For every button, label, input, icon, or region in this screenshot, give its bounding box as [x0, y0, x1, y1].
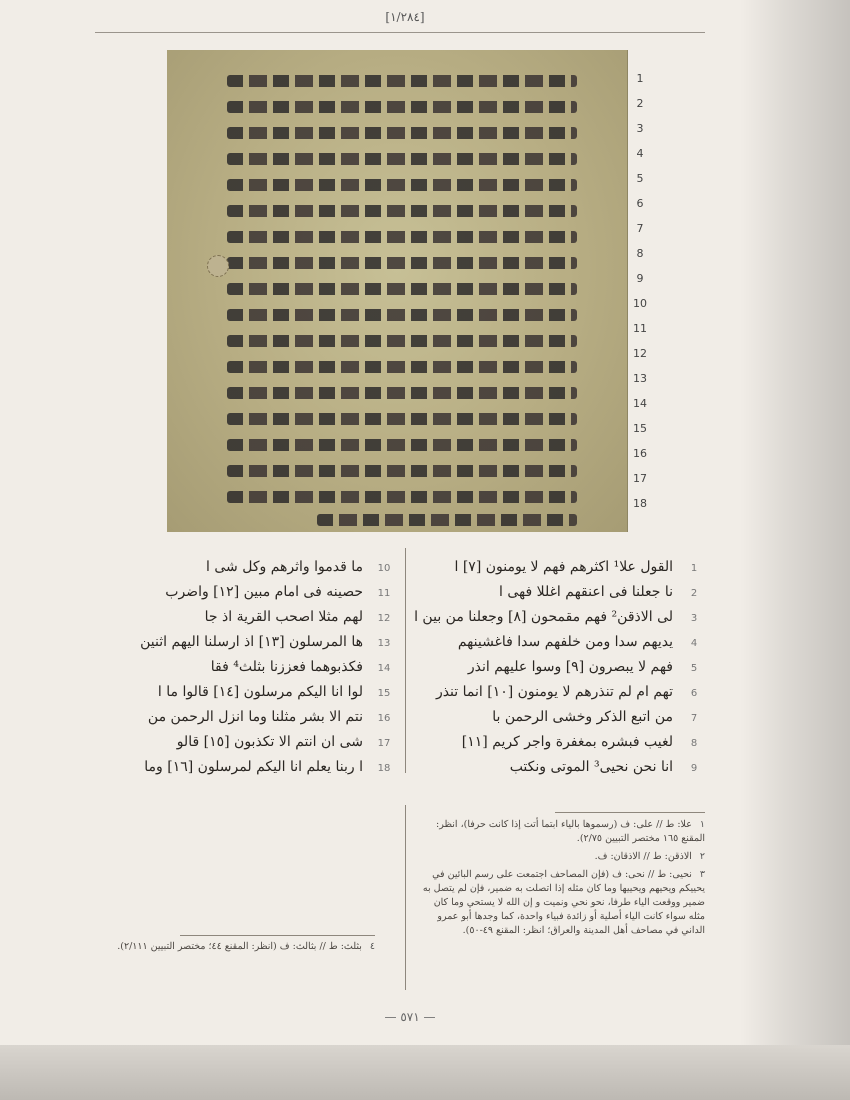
manuscript-line [227, 153, 577, 165]
footnote-number: ٣ [699, 869, 705, 880]
manuscript-line [227, 127, 577, 139]
transcription-line-number: 10 [377, 563, 391, 574]
footnote-column-divider [405, 805, 406, 990]
transcription-line-text: ما قدموا واثرهم وكل شى ا [206, 559, 363, 575]
transcription-line-number: 8 [690, 738, 698, 749]
transcription-line-text: ها المرسلون [١٣] اذ ارسلنا اليهم اثنين [140, 634, 363, 650]
line-number: 11 [633, 322, 647, 335]
line-number: 4 [636, 147, 644, 160]
transcription-line-number: 7 [690, 713, 698, 724]
transcription-line [435, 680, 705, 704]
manuscript-line [227, 101, 577, 113]
transcription-line-text: شى ان انتم الا تكذبون [١٥] قالو [176, 734, 363, 750]
transcription-line-text: حصينه فى امام مبين [١٢] واضرب [165, 584, 363, 600]
scanner-edge [0, 1045, 850, 1100]
line-number: 9 [636, 272, 644, 285]
manuscript-photo [167, 50, 628, 532]
manuscript-line [227, 75, 577, 87]
line-number: 14 [633, 397, 647, 410]
transcription-line [440, 580, 705, 604]
transcription-line-text: ا ربنا يعلم انا اليكم لمرسلون [١٦] وما [144, 759, 363, 775]
transcription-line-text: لهم مثلا اصحب القرية اذ جا [204, 609, 363, 625]
transcription-line [440, 730, 705, 754]
manuscript-line [227, 361, 577, 373]
transcription-line [440, 755, 705, 779]
transcription-line-number: 6 [690, 688, 698, 699]
transcription-right-column [414, 555, 705, 780]
manuscript-line [227, 465, 577, 477]
transcription-line [440, 555, 705, 579]
footnote [420, 868, 705, 938]
footnote-text: علا: ط // على: ف (رسموها بالياء ابتما أتت إذا كانت حرفا)، انظر: المقنع ١٦٥ مختصر التبيين ٢/٧٥). [436, 819, 705, 844]
transcription-line-number: 16 [377, 713, 391, 724]
transcription-line-text: تهم ام لم تنذرهم لا يومنون [١٠] انما تنذر [435, 684, 673, 700]
transcription-line-number: 1 [690, 563, 698, 574]
manuscript-line [227, 309, 577, 321]
transcription-line-text: فكذبوهما فعززنا بثلث⁴ فقا [210, 659, 363, 675]
line-number: 12 [633, 347, 647, 360]
verse-marker-ornament [207, 255, 229, 277]
transcription-line-number: 18 [377, 763, 391, 774]
transcription-line-number: 13 [377, 638, 391, 649]
page-reference: [١/٢٨٤] [385, 10, 425, 24]
line-number: 1 [636, 72, 644, 85]
footnote [110, 940, 375, 954]
footnote-number: ١ [699, 819, 705, 830]
manuscript-line [227, 283, 577, 295]
footnote [420, 850, 705, 864]
transcription-line-number: 5 [690, 663, 698, 674]
transcription-line-text: القول علا¹ اكثرهم فهم لا يومنون [٧] ا [454, 559, 673, 575]
manuscript-line [227, 179, 577, 191]
transcription-line [100, 705, 395, 729]
transcription-line [100, 655, 395, 679]
footnote-rule-right [555, 812, 705, 813]
footnotes-right [420, 818, 705, 938]
line-number: 3 [636, 122, 644, 135]
manuscript-line [227, 413, 577, 425]
line-number: 8 [636, 247, 644, 260]
transcription-line-text: فهم لا يبصرون [٩] وسوا عليهم انذر [467, 659, 673, 675]
transcription-line-text: لى الاذقن² فهم مقمحون [٨] وجعلنا من بين ا [414, 609, 673, 625]
line-number: 5 [636, 172, 644, 185]
page-number: — ٥٧١ — [384, 1010, 436, 1024]
manuscript-line [227, 491, 577, 503]
footnotes-left [110, 940, 375, 954]
transcription-line-number: 4 [690, 638, 698, 649]
transcription-line [100, 605, 395, 629]
manuscript-line [317, 514, 577, 526]
footnote-number: ٤ [369, 941, 375, 952]
transcription-line-text: لوا انا اليكم مرسلون [١٤] قالوا ما ا [157, 684, 363, 700]
footnote-text: الاذقن: ط // الاذقان: ف. [594, 851, 692, 862]
transcription-line-text: انا نحن نحيى³ الموتى ونكتب [509, 759, 673, 775]
footnote-rule-left [180, 935, 375, 936]
line-number: 7 [636, 222, 644, 235]
manuscript-line [227, 231, 577, 243]
transcription-line-number: 12 [377, 613, 391, 624]
manuscript-line [227, 257, 577, 269]
line-number: 10 [633, 297, 647, 310]
transcription-left-column [100, 555, 395, 780]
line-number: 15 [633, 422, 647, 435]
footnote-number: ٢ [699, 851, 705, 862]
manuscript-line [227, 205, 577, 217]
transcription-line-number: 15 [377, 688, 391, 699]
transcription-line-text: نا جعلنا فى اعنقهم اغللا فهى ا [499, 584, 673, 600]
footnote [420, 818, 705, 846]
transcription-line [100, 580, 395, 604]
page-gutter-shadow [740, 0, 850, 1050]
manuscript-line [227, 335, 577, 347]
line-number: 17 [633, 472, 647, 485]
column-divider [405, 548, 406, 773]
transcription-line-number: 14 [377, 663, 391, 674]
transcription-line-number: 9 [690, 763, 698, 774]
transcription-line-text: يديهم سدا ومن خلفهم سدا فاغشينهم [457, 634, 673, 650]
transcription-line-number: 3 [690, 613, 698, 624]
transcription-line [414, 605, 705, 629]
transcription-line [100, 755, 395, 779]
transcription-line-number: 2 [690, 588, 698, 599]
header-rule [95, 32, 705, 33]
transcription-line [100, 730, 395, 754]
line-number: 13 [633, 372, 647, 385]
transcription-line [100, 680, 395, 704]
transcription-line [100, 555, 395, 579]
transcription-line-text: لغيب فبشره بمغفرة واجر كريم [١١] [461, 734, 673, 750]
transcription-line [440, 705, 705, 729]
transcription-line-number: 11 [377, 588, 391, 599]
transcription-line-text: من اتبع الذكر وخشى الرحمن با [492, 709, 673, 725]
transcription-line-text: نتم الا بشر مثلنا وما انزل الرحمن من [147, 709, 363, 725]
line-number: 18 [633, 497, 647, 510]
transcription-line [440, 630, 705, 654]
transcription-line [440, 655, 705, 679]
line-number: 16 [633, 447, 647, 460]
line-number: 2 [636, 97, 644, 110]
manuscript-line [227, 387, 577, 399]
footnote-text: نحيى: ط // نحى: ف (فإن المصاحف اجتمعت على رسم البائين في يحييكم ويحيهم ويحييها وما كان مثله إذا اتصلت به ضمير، فإن لم يتصل به ضمير ووقعت الياء طرفا، نحو نحي ونميت و إن الله لا يستحي وما كان مثله سواء كانت الياء أصلية أو زائدة فبياء واحدة، كما وجدها أبو عمرو الداني في مصاحف أهل المدينة والعراق؛ انظر: المقنع ٤٩-٥٠). [422, 869, 705, 936]
line-number: 6 [636, 197, 644, 210]
manuscript-line [227, 439, 577, 451]
transcription-line [100, 630, 395, 654]
footnote-text: بثلث: ط // بثالث: ف (انظر: المقنع ٤٤؛ مختصر التبيين ٢/١١١). [117, 941, 362, 952]
transcription-line-number: 17 [377, 738, 391, 749]
